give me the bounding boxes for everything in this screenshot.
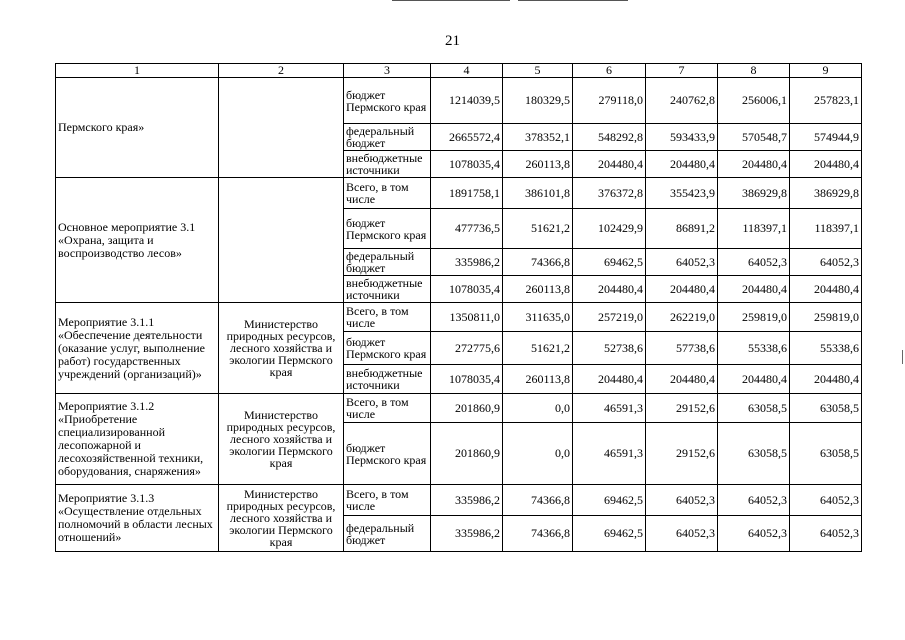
table-row bbox=[56, 485, 862, 516]
amount-cell: 118397,1 bbox=[718, 209, 790, 249]
amount-cell: 1891758,1 bbox=[431, 178, 503, 209]
executor: Министерство природных ресурсов, лесного хозяйства и экологии Пермского края bbox=[219, 485, 344, 552]
table-row bbox=[56, 178, 862, 209]
amount-cell: 260113,8 bbox=[503, 276, 573, 303]
executor: Министерство природных ресурсов, лесного хозяйства и экологии Пермского края bbox=[219, 394, 344, 485]
amount-cell: 272775,6 bbox=[431, 332, 503, 365]
amount-cell: 260113,8 bbox=[503, 151, 573, 178]
column-header-2: 2 bbox=[219, 64, 344, 78]
scan-top-line-left bbox=[392, 0, 510, 1]
executor bbox=[219, 178, 344, 303]
amount-cell: 69462,5 bbox=[573, 249, 646, 276]
amount-cell: 335986,2 bbox=[431, 516, 503, 552]
amount-cell: 311635,0 bbox=[503, 303, 573, 332]
amount-cell: 57738,6 bbox=[646, 332, 718, 365]
amount-cell: 64052,3 bbox=[718, 249, 790, 276]
amount-cell: 335986,2 bbox=[431, 485, 503, 516]
funding-source: Всего, в том числе bbox=[344, 485, 431, 516]
column-header-5: 5 bbox=[503, 64, 573, 78]
amount-cell: 204480,4 bbox=[573, 365, 646, 394]
column-number-row bbox=[56, 64, 862, 78]
amount-cell: 335986,2 bbox=[431, 249, 503, 276]
amount-cell: 204480,4 bbox=[646, 151, 718, 178]
activity-name: Основное мероприятие 3.1 «Охрана, защита и воспроизводство лесов» bbox=[56, 178, 219, 303]
amount-cell: 1078035,4 bbox=[431, 365, 503, 394]
amount-cell: 69462,5 bbox=[573, 516, 646, 552]
amount-cell: 63058,5 bbox=[790, 394, 862, 423]
amount-cell: 204480,4 bbox=[718, 276, 790, 303]
table-body bbox=[56, 64, 862, 552]
amount-cell: 51621,2 bbox=[503, 332, 573, 365]
amount-cell: 64052,3 bbox=[790, 485, 862, 516]
amount-cell: 593433,9 bbox=[646, 124, 718, 151]
activity-name: Мероприятие 3.1.3 «Осуществление отдельных полномочий в области лесных отношений» bbox=[56, 485, 219, 552]
amount-cell: 51621,2 bbox=[503, 209, 573, 249]
amount-cell: 74366,8 bbox=[503, 516, 573, 552]
amount-cell: 0,0 bbox=[503, 423, 573, 485]
funding-source: бюджет Пермского края bbox=[344, 332, 431, 365]
activity-name: Мероприятие 3.1.1 «Обеспечение деятельности (оказание услуг, выполнение работ) государственных учреждений (организаций)» bbox=[56, 303, 219, 394]
amount-cell: 386929,8 bbox=[790, 178, 862, 209]
funding-source: внебюджетные источники bbox=[344, 151, 431, 178]
amount-cell: 118397,1 bbox=[790, 209, 862, 249]
amount-cell: 63058,5 bbox=[790, 423, 862, 485]
amount-cell: 0,0 bbox=[503, 394, 573, 423]
funding-source: федеральный бюджет bbox=[344, 516, 431, 552]
activity-name: Пермского края» bbox=[56, 78, 219, 178]
column-header-9: 9 bbox=[790, 64, 862, 78]
amount-cell: 52738,6 bbox=[573, 332, 646, 365]
amount-cell: 204480,4 bbox=[790, 365, 862, 394]
scan-top-line-right bbox=[518, 0, 628, 1]
amount-cell: 1214039,5 bbox=[431, 78, 503, 124]
amount-cell: 259819,0 bbox=[790, 303, 862, 332]
amount-cell: 574944,9 bbox=[790, 124, 862, 151]
funding-source: бюджет Пермского края bbox=[344, 78, 431, 124]
page-number: 21 bbox=[445, 33, 460, 49]
amount-cell: 64052,3 bbox=[718, 516, 790, 552]
amount-cell: 64052,3 bbox=[790, 516, 862, 552]
funding-source: Всего, в том числе bbox=[344, 178, 431, 209]
amount-cell: 2665572,4 bbox=[431, 124, 503, 151]
amount-cell: 1078035,4 bbox=[431, 276, 503, 303]
amount-cell: 204480,4 bbox=[573, 276, 646, 303]
amount-cell: 548292,8 bbox=[573, 124, 646, 151]
funding-source: бюджет Пермского края bbox=[344, 209, 431, 249]
amount-cell: 102429,9 bbox=[573, 209, 646, 249]
amount-cell: 355423,9 bbox=[646, 178, 718, 209]
amount-cell: 55338,6 bbox=[790, 332, 862, 365]
amount-cell: 204480,4 bbox=[718, 151, 790, 178]
amount-cell: 74366,8 bbox=[503, 485, 573, 516]
amount-cell: 29152,6 bbox=[646, 394, 718, 423]
column-header-3: 3 bbox=[344, 64, 431, 78]
amount-cell: 262219,0 bbox=[646, 303, 718, 332]
amount-cell: 46591,3 bbox=[573, 394, 646, 423]
column-header-7: 7 bbox=[646, 64, 718, 78]
scan-edge-mark bbox=[902, 350, 903, 364]
amount-cell: 64052,3 bbox=[790, 249, 862, 276]
amount-cell: 477736,5 bbox=[431, 209, 503, 249]
funding-source: бюджет Пермского края bbox=[344, 423, 431, 485]
amount-cell: 376372,8 bbox=[573, 178, 646, 209]
amount-cell: 279118,0 bbox=[573, 78, 646, 124]
table-row bbox=[56, 78, 862, 124]
amount-cell: 256006,1 bbox=[718, 78, 790, 124]
funding-source: внебюджетные источники bbox=[344, 276, 431, 303]
budget-table bbox=[55, 63, 862, 552]
funding-source: Всего, в том числе bbox=[344, 394, 431, 423]
amount-cell: 570548,7 bbox=[718, 124, 790, 151]
amount-cell: 259819,0 bbox=[718, 303, 790, 332]
amount-cell: 64052,3 bbox=[718, 485, 790, 516]
funding-source: Всего, в том числе bbox=[344, 303, 431, 332]
amount-cell: 64052,3 bbox=[646, 249, 718, 276]
column-header-6: 6 bbox=[573, 64, 646, 78]
column-header-8: 8 bbox=[718, 64, 790, 78]
amount-cell: 1078035,4 bbox=[431, 151, 503, 178]
amount-cell: 201860,9 bbox=[431, 423, 503, 485]
amount-cell: 46591,3 bbox=[573, 423, 646, 485]
executor: Министерство природных ресурсов, лесного хозяйства и экологии Пермского края bbox=[219, 303, 344, 394]
amount-cell: 257219,0 bbox=[573, 303, 646, 332]
amount-cell: 386101,8 bbox=[503, 178, 573, 209]
activity-name: Мероприятие 3.1.2 «Приобретение специализированной лесопожарной и лесохозяйственной техники, оборудования, снаряжения» bbox=[56, 394, 219, 485]
amount-cell: 204480,4 bbox=[790, 151, 862, 178]
amount-cell: 204480,4 bbox=[573, 151, 646, 178]
amount-cell: 201860,9 bbox=[431, 394, 503, 423]
amount-cell: 386929,8 bbox=[718, 178, 790, 209]
amount-cell: 204480,4 bbox=[718, 365, 790, 394]
column-header-4: 4 bbox=[431, 64, 503, 78]
amount-cell: 180329,5 bbox=[503, 78, 573, 124]
amount-cell: 204480,4 bbox=[646, 365, 718, 394]
amount-cell: 204480,4 bbox=[646, 276, 718, 303]
amount-cell: 29152,6 bbox=[646, 423, 718, 485]
amount-cell: 86891,2 bbox=[646, 209, 718, 249]
amount-cell: 64052,3 bbox=[646, 485, 718, 516]
amount-cell: 378352,1 bbox=[503, 124, 573, 151]
amount-cell: 240762,8 bbox=[646, 78, 718, 124]
executor bbox=[219, 78, 344, 178]
funding-source: федеральный бюджет bbox=[344, 124, 431, 151]
table-row bbox=[56, 303, 862, 332]
amount-cell: 55338,6 bbox=[718, 332, 790, 365]
amount-cell: 204480,4 bbox=[790, 276, 862, 303]
funding-source: федеральный бюджет bbox=[344, 249, 431, 276]
amount-cell: 63058,5 bbox=[718, 394, 790, 423]
amount-cell: 257823,1 bbox=[790, 78, 862, 124]
table-row bbox=[56, 394, 862, 423]
amount-cell: 64052,3 bbox=[646, 516, 718, 552]
amount-cell: 260113,8 bbox=[503, 365, 573, 394]
amount-cell: 63058,5 bbox=[718, 423, 790, 485]
funding-source: внебюджетные источники bbox=[344, 365, 431, 394]
column-header-1: 1 bbox=[56, 64, 219, 78]
amount-cell: 1350811,0 bbox=[431, 303, 503, 332]
amount-cell: 74366,8 bbox=[503, 249, 573, 276]
amount-cell: 69462,5 bbox=[573, 485, 646, 516]
